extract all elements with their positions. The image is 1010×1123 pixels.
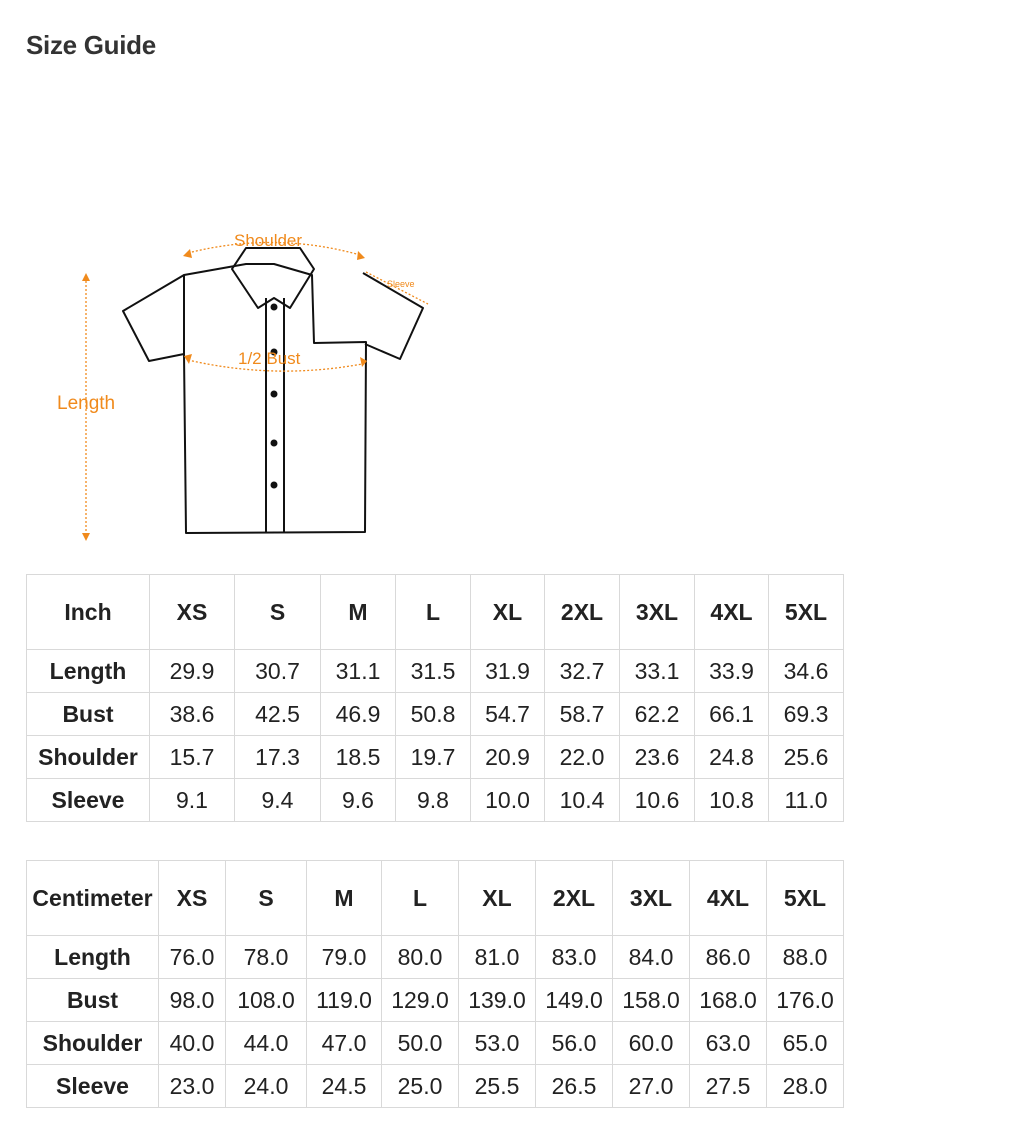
- measurement-value-cell: 29.9: [150, 650, 235, 693]
- measurement-label-cell: Shoulder: [27, 736, 150, 779]
- table-row: [27, 936, 844, 979]
- measurement-value-cell: 27.0: [613, 1065, 690, 1108]
- measurement-value-cell: 10.6: [620, 779, 695, 822]
- measurement-value-cell: 25.5: [459, 1065, 536, 1108]
- unit-header-cell: Centimeter: [27, 861, 159, 936]
- measurement-value-cell: 9.8: [396, 779, 471, 822]
- measurement-value-cell: 46.9: [321, 693, 396, 736]
- size-header-cell: L: [382, 861, 459, 936]
- size-header-cell: 4XL: [690, 861, 767, 936]
- size-header-cell: XS: [159, 861, 226, 936]
- button-dot: [271, 440, 278, 447]
- measurement-value-cell: 11.0: [769, 779, 844, 822]
- measurement-label-cell: Shoulder: [27, 1022, 159, 1065]
- page-title: Size Guide: [26, 30, 156, 60]
- table-header-row: [27, 861, 844, 936]
- measurement-value-cell: 25.0: [382, 1065, 459, 1108]
- measurement-value-cell: 25.6: [769, 736, 844, 779]
- size-header-cell: M: [307, 861, 382, 936]
- measurement-value-cell: 30.7: [235, 650, 321, 693]
- measurement-value-cell: 20.9: [471, 736, 545, 779]
- unit-header-cell: Inch: [27, 575, 150, 650]
- button-dot: [271, 482, 278, 489]
- measurement-value-cell: 24.8: [695, 736, 769, 779]
- measurement-value-cell: 23.6: [620, 736, 695, 779]
- left-sleeve-outline: [123, 275, 184, 361]
- measurement-value-cell: 15.7: [150, 736, 235, 779]
- measurement-value-cell: 24.0: [226, 1065, 307, 1108]
- inch-size-table: [26, 574, 844, 822]
- measurement-value-cell: 18.5: [321, 736, 396, 779]
- measurement-value-cell: 86.0: [690, 936, 767, 979]
- measurement-value-cell: 9.1: [150, 779, 235, 822]
- measurement-value-cell: 38.6: [150, 693, 235, 736]
- measurement-value-cell: 65.0: [767, 1022, 844, 1065]
- measurement-value-cell: 9.4: [235, 779, 321, 822]
- measurement-value-cell: 9.6: [321, 779, 396, 822]
- measurement-value-cell: 129.0: [382, 979, 459, 1022]
- measurement-value-cell: 31.5: [396, 650, 471, 693]
- size-header-cell: S: [235, 575, 321, 650]
- measurement-value-cell: 66.1: [695, 693, 769, 736]
- measurement-value-cell: 81.0: [459, 936, 536, 979]
- size-header-cell: 2XL: [536, 861, 613, 936]
- measurement-label-cell: Bust: [27, 979, 159, 1022]
- measurement-value-cell: 168.0: [690, 979, 767, 1022]
- arrow-icon: [357, 251, 365, 260]
- measurement-value-cell: 98.0: [159, 979, 226, 1022]
- collar-outline: [232, 248, 314, 308]
- arrow-icon: [183, 249, 192, 258]
- button-dot: [271, 304, 278, 311]
- measurement-value-cell: 47.0: [307, 1022, 382, 1065]
- measurement-value-cell: 33.1: [620, 650, 695, 693]
- table-row: [27, 650, 844, 693]
- measurement-value-cell: 79.0: [307, 936, 382, 979]
- size-header-cell: XL: [471, 575, 545, 650]
- measurement-label-cell: Length: [27, 936, 159, 979]
- measurement-value-cell: 42.5: [235, 693, 321, 736]
- measurement-value-cell: 76.0: [159, 936, 226, 979]
- measurement-value-cell: 69.3: [769, 693, 844, 736]
- button-dot: [271, 391, 278, 398]
- measurement-value-cell: 158.0: [613, 979, 690, 1022]
- measurement-value-cell: 56.0: [536, 1022, 613, 1065]
- size-header-cell: 5XL: [767, 861, 844, 936]
- shoulder-label: Shoulder: [234, 231, 303, 250]
- table-row: [27, 693, 844, 736]
- measurement-value-cell: 119.0: [307, 979, 382, 1022]
- table-row: [27, 979, 844, 1022]
- shirt-measurement-diagram: [40, 225, 460, 555]
- table-header-row: [27, 575, 844, 650]
- measurement-value-cell: 19.7: [396, 736, 471, 779]
- size-header-cell: M: [321, 575, 396, 650]
- measurement-value-cell: 62.2: [620, 693, 695, 736]
- measurement-value-cell: 50.0: [382, 1022, 459, 1065]
- size-header-cell: 3XL: [620, 575, 695, 650]
- size-header-cell: 4XL: [695, 575, 769, 650]
- size-header-cell: L: [396, 575, 471, 650]
- measurement-value-cell: 27.5: [690, 1065, 767, 1108]
- centimeter-size-table: [26, 860, 844, 1108]
- measurement-value-cell: 139.0: [459, 979, 536, 1022]
- measurement-label-cell: Sleeve: [27, 1065, 159, 1108]
- measurement-value-cell: 83.0: [536, 936, 613, 979]
- measurement-value-cell: 108.0: [226, 979, 307, 1022]
- measurement-label-cell: Bust: [27, 693, 150, 736]
- arrow-icon: [184, 354, 192, 364]
- measurement-value-cell: 84.0: [613, 936, 690, 979]
- measurement-value-cell: 58.7: [545, 693, 620, 736]
- measurement-value-cell: 54.7: [471, 693, 545, 736]
- measurement-value-cell: 40.0: [159, 1022, 226, 1065]
- measurement-value-cell: 10.4: [545, 779, 620, 822]
- size-header-cell: 5XL: [769, 575, 844, 650]
- measurement-value-cell: 34.6: [769, 650, 844, 693]
- table-row: [27, 1065, 844, 1108]
- arrow-down-icon: [82, 533, 90, 541]
- measurement-value-cell: 31.1: [321, 650, 396, 693]
- measurement-value-cell: 24.5: [307, 1065, 382, 1108]
- measurement-value-cell: 22.0: [545, 736, 620, 779]
- measurement-value-cell: 17.3: [235, 736, 321, 779]
- table-row: [27, 1022, 844, 1065]
- length-label: Length: [57, 393, 116, 414]
- measurement-value-cell: 78.0: [226, 936, 307, 979]
- measurement-value-cell: 10.8: [695, 779, 769, 822]
- measurement-label-cell: Sleeve: [27, 779, 150, 822]
- sleeve-label: Sleeve: [387, 279, 415, 289]
- measurement-value-cell: 31.9: [471, 650, 545, 693]
- size-header-cell: 3XL: [613, 861, 690, 936]
- measurement-value-cell: 44.0: [226, 1022, 307, 1065]
- measurement-value-cell: 149.0: [536, 979, 613, 1022]
- size-header-cell: 2XL: [545, 575, 620, 650]
- measurement-value-cell: 176.0: [767, 979, 844, 1022]
- measurement-value-cell: 23.0: [159, 1065, 226, 1108]
- table-row: [27, 779, 844, 822]
- measurement-value-cell: 80.0: [382, 936, 459, 979]
- measurement-value-cell: 60.0: [613, 1022, 690, 1065]
- measurement-value-cell: 32.7: [545, 650, 620, 693]
- measurement-value-cell: 88.0: [767, 936, 844, 979]
- measurement-label-cell: Length: [27, 650, 150, 693]
- size-header-cell: XS: [150, 575, 235, 650]
- size-header-cell: XL: [459, 861, 536, 936]
- measurement-value-cell: 28.0: [767, 1065, 844, 1108]
- measurement-value-cell: 26.5: [536, 1065, 613, 1108]
- measurement-value-cell: 63.0: [690, 1022, 767, 1065]
- measurement-value-cell: 50.8: [396, 693, 471, 736]
- measurement-value-cell: 53.0: [459, 1022, 536, 1065]
- arrow-up-icon: [82, 273, 90, 281]
- table-row: [27, 736, 844, 779]
- size-header-cell: S: [226, 861, 307, 936]
- measurement-value-cell: 10.0: [471, 779, 545, 822]
- bust-label: 1/2 Bust: [238, 349, 301, 368]
- measurement-value-cell: 33.9: [695, 650, 769, 693]
